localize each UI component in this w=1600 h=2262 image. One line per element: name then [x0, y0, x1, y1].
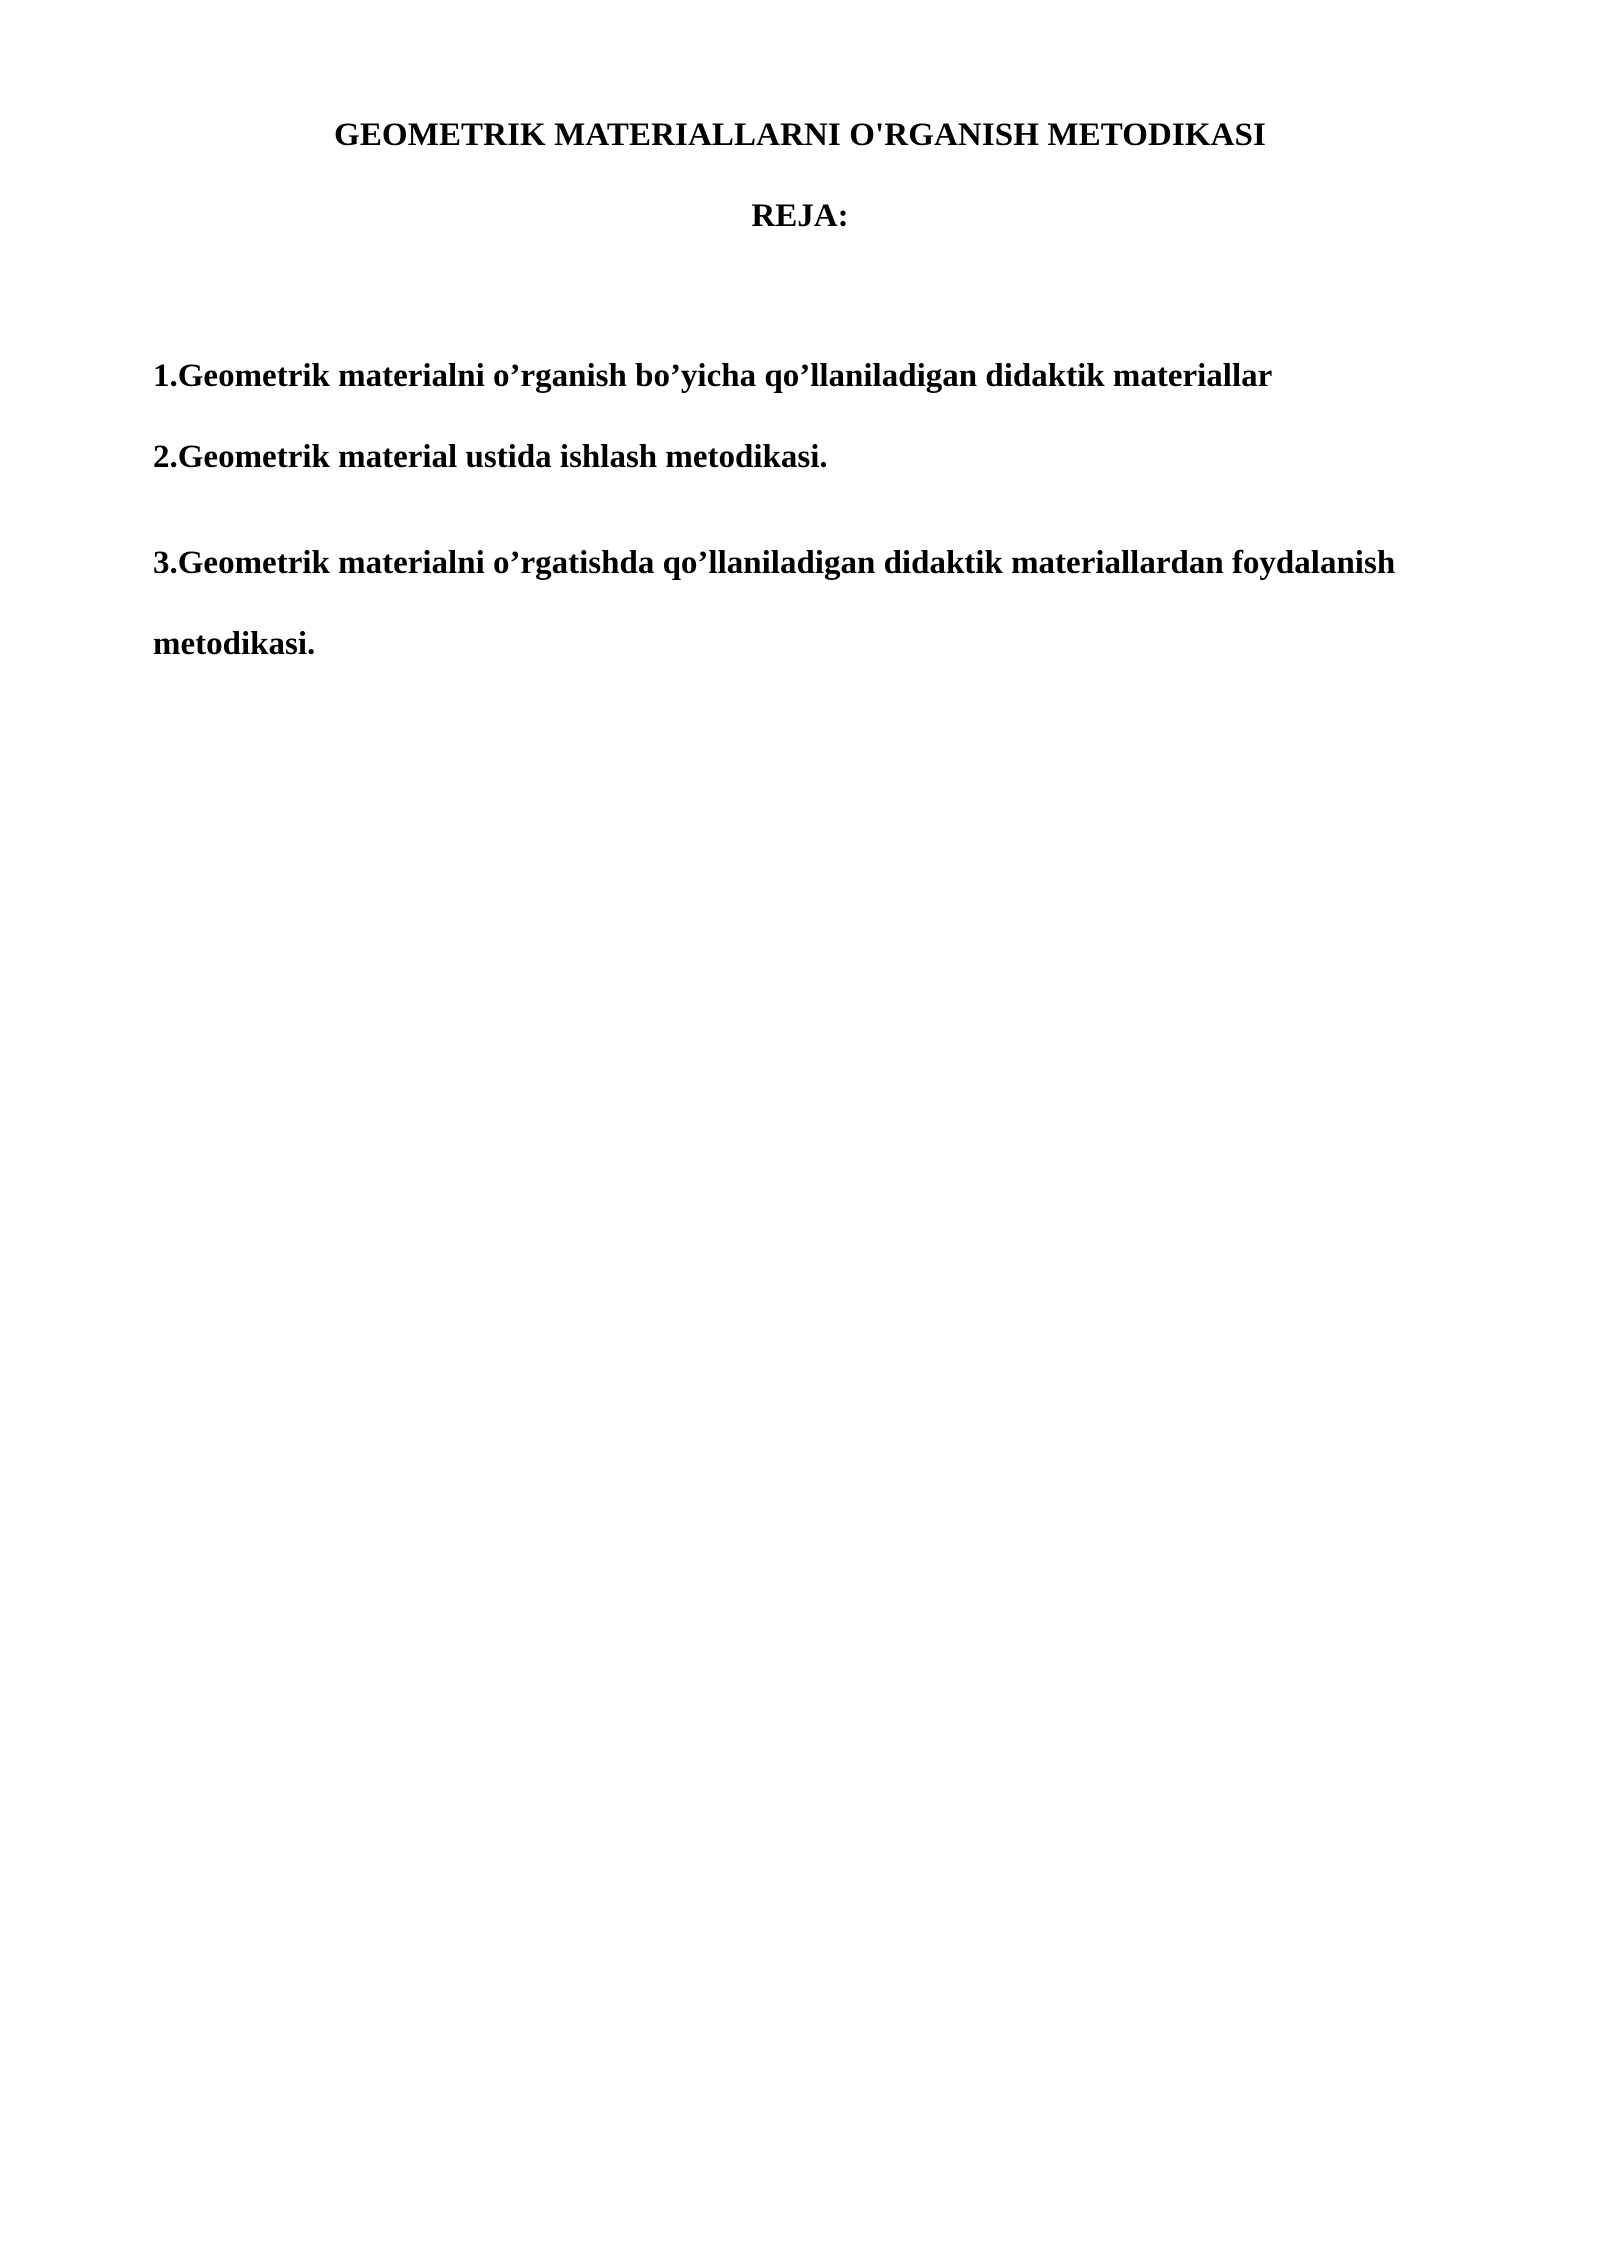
plan-item-3: 3.Geometrik materialni o’rgatishda qo’llaniladigan didaktik materiallardan foydalanish [153, 545, 1396, 581]
plan-item-1: 1.Geometrik materialni o’rganish bo’yicha qo’llaniladigan didaktik materiallar [153, 358, 1273, 394]
page-title: GEOMETRIK MATERIALLARNI O'RGANISH METODIKASI [334, 117, 1266, 153]
plan-item-2: 2.Geometrik material ustida ishlash metodikasi. [153, 439, 828, 475]
plan-heading: REJA: [751, 198, 849, 234]
plan-item-3-continuation: metodikasi. [153, 626, 316, 662]
